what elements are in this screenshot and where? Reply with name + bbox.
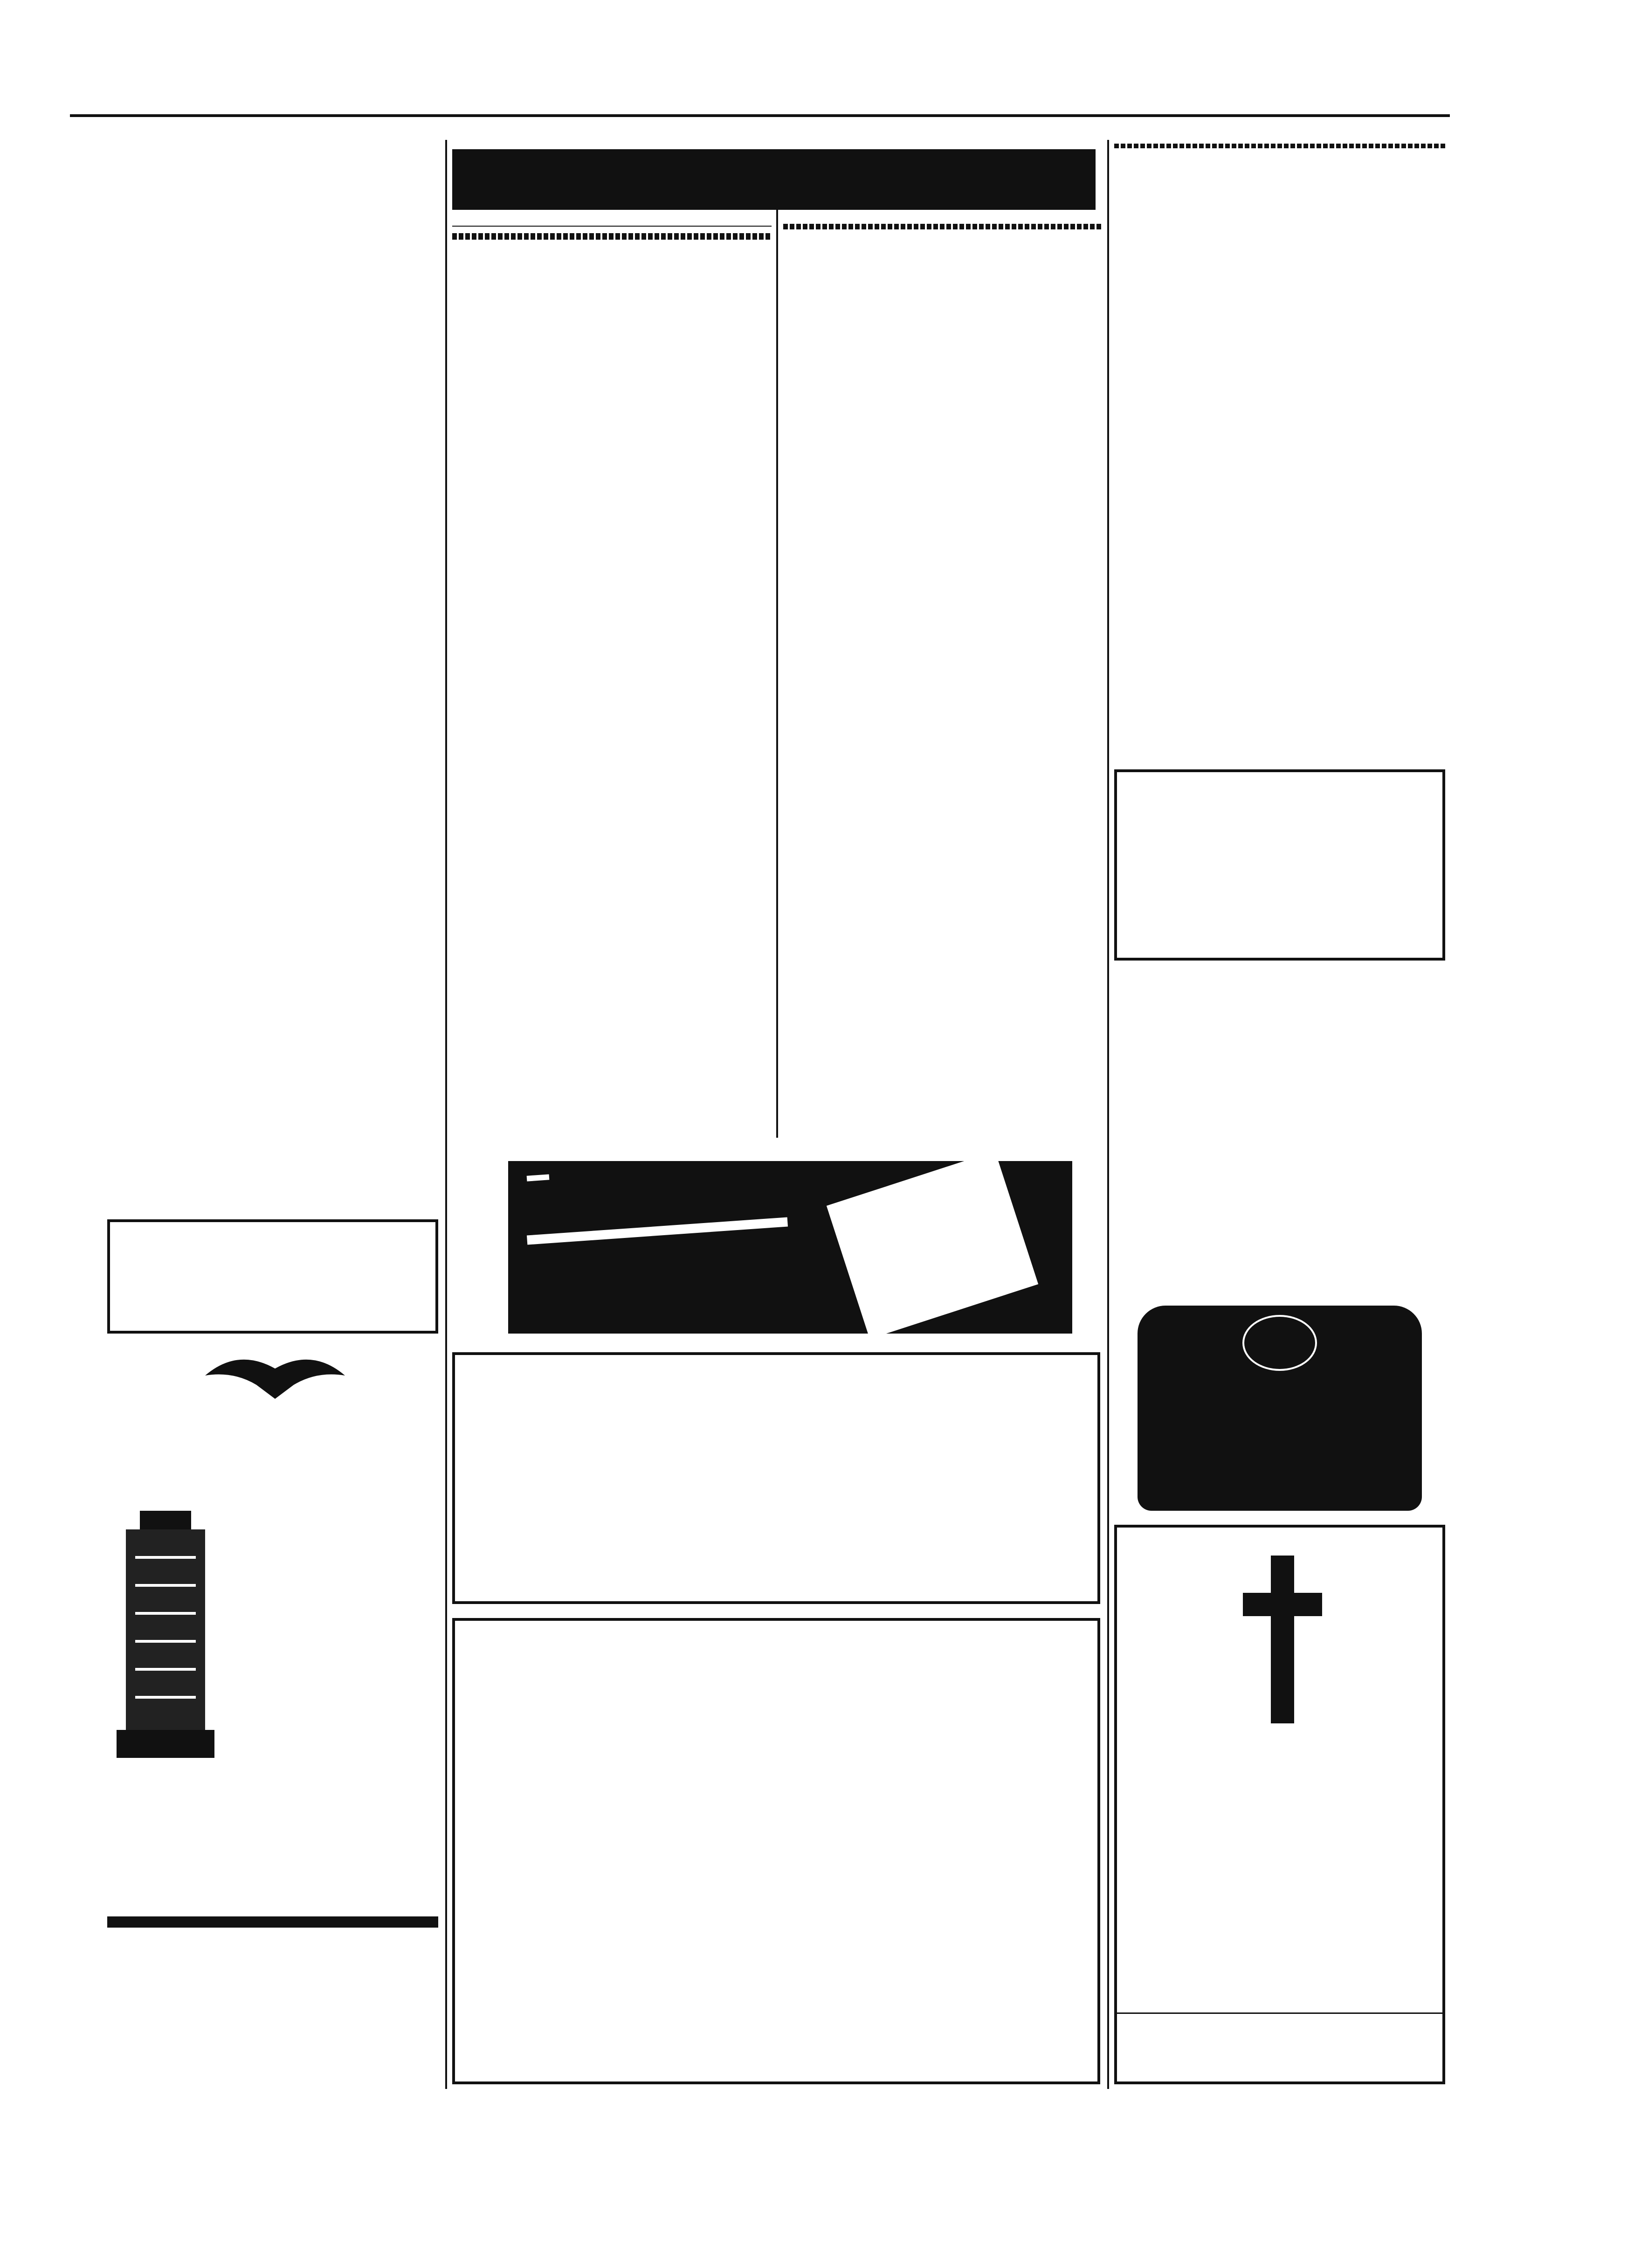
soap-label: [836, 1172, 999, 1225]
soap-box-icon: [827, 1151, 1038, 1339]
filadelfia-agent: [455, 1719, 1097, 1733]
col-divider-1: [445, 140, 447, 2089]
ornament-rule-2: [783, 224, 1103, 229]
column-teatros: [452, 219, 772, 1133]
cuide-text: [527, 1217, 788, 1245]
niepoort-emblem-icon: [1242, 1315, 1317, 1371]
col-divider-3: [1107, 140, 1109, 2089]
teatros-cinemas-banner: [452, 149, 1096, 210]
cha-bom-guia-ad: [452, 1352, 1100, 1604]
taipas-soap-ad: [508, 1161, 1072, 1334]
heater-icon: [107, 1501, 224, 1791]
filadelfia-ad: [452, 1618, 1100, 2084]
cuide-heading: [527, 1174, 550, 1181]
missa-bar: [107, 1916, 438, 1928]
niepoort-ad: [1138, 1306, 1422, 1511]
separator: [452, 226, 772, 227]
eagle-icon: [200, 1343, 350, 1408]
filadelfia-line1: [455, 1658, 1097, 1677]
column-cartaz: [783, 219, 1103, 1133]
aviso-text: [1117, 772, 1442, 778]
column-beja: [1114, 140, 1445, 774]
cross-icon: [1243, 1556, 1322, 1723]
secia-ad: [107, 1219, 438, 1334]
automovel-ad: [1114, 970, 1445, 1086]
obituary-notice: [1114, 1525, 1445, 2084]
header-rule: [70, 114, 1450, 117]
maples-ad: [107, 1814, 438, 1898]
col-divider-2: [776, 205, 778, 1138]
mobilias-ad: [1114, 1229, 1445, 1294]
crossword-puzzle: [107, 152, 438, 474]
crossword-grid[interactable]: [135, 179, 434, 472]
peral-ad: [1114, 769, 1445, 961]
filadelfia-line2: [455, 1677, 1097, 1719]
ornament-rule: [452, 233, 772, 240]
alfaiataria-ad: [107, 1343, 438, 1473]
imposto-ad: [1114, 1082, 1445, 1226]
ornament-rule-3: [1114, 144, 1445, 148]
obituary-rule: [1117, 2012, 1442, 2014]
soap-brand: [836, 1172, 999, 1225]
petromax-ad: [107, 1483, 438, 1809]
column-crossword: [107, 147, 438, 1210]
missa-notice: [107, 1907, 438, 2075]
